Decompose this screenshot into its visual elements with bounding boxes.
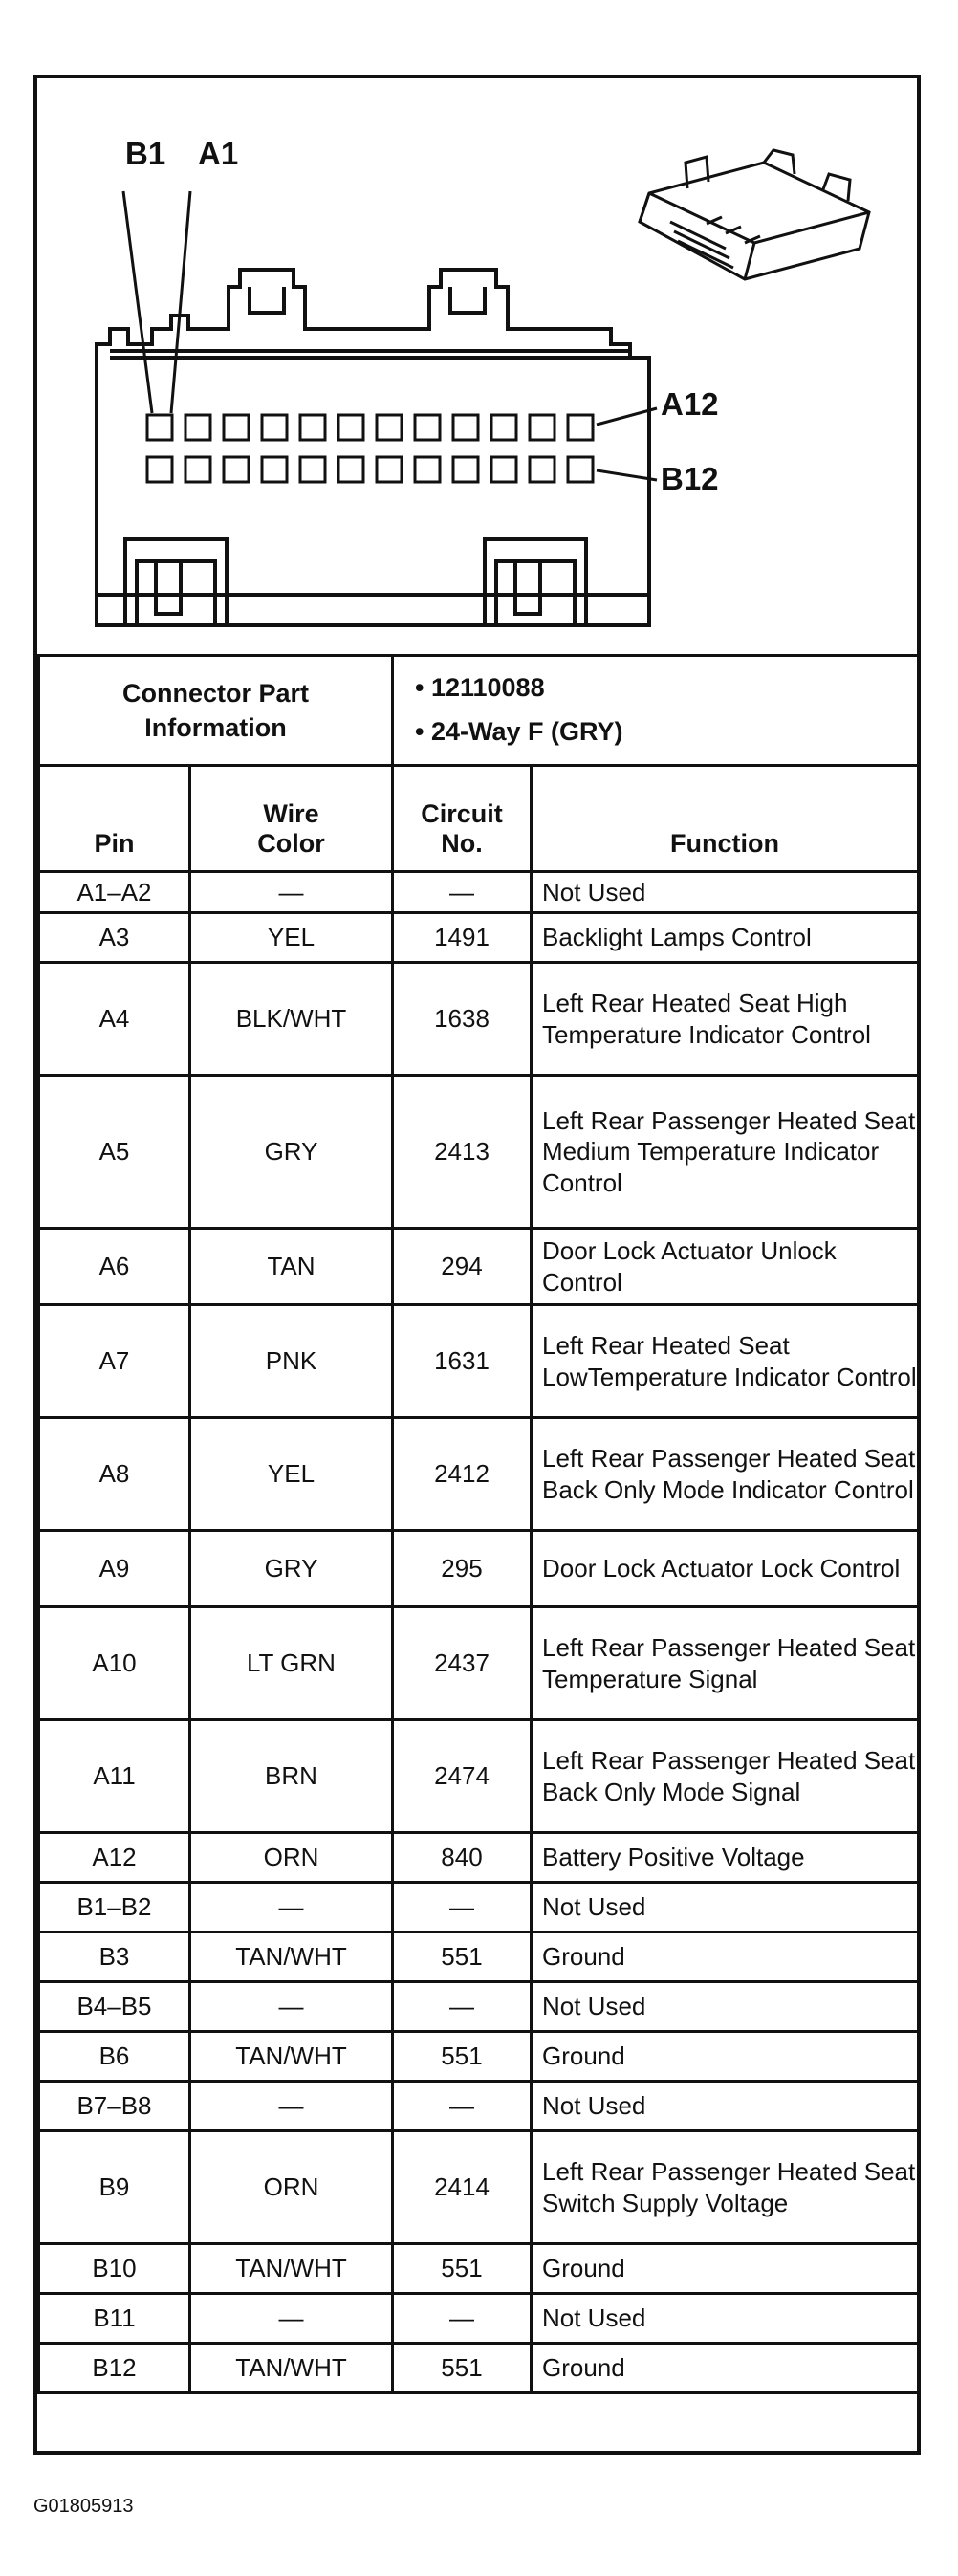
figure-id: G01805913 (33, 2496, 134, 2517)
cell-wire-color: TAN/WHT (190, 2244, 393, 2294)
cell-function: Ground (532, 1932, 919, 1982)
cell-pin: B7–B8 (39, 2082, 190, 2131)
cell-circuit: 551 (393, 1932, 532, 1982)
connector-info-title (39, 656, 393, 766)
cell-wire-color: TAN/WHT (190, 2032, 393, 2082)
connector-part-desc: • 24-Way F (GRY) (415, 717, 623, 746)
table-row (39, 872, 919, 913)
cell-function: Battery Positive Voltage (532, 1833, 919, 1883)
connector-info-title-line1: Connector Part (121, 678, 310, 708)
cell-pin: B12 (39, 2344, 190, 2393)
table-row (39, 2244, 919, 2294)
table-row (39, 1833, 919, 1883)
cell-function: Not Used (532, 1982, 919, 2032)
connector-info-values (393, 656, 919, 766)
cell-pin: A9 (39, 1531, 190, 1607)
cell-pin: A12 (39, 1833, 190, 1883)
header-circuit (393, 766, 532, 872)
table-row (39, 1982, 919, 2032)
table-row (39, 1076, 919, 1229)
table-row (39, 1932, 919, 1982)
header-wire-color-line2: Color (257, 828, 325, 858)
table-row (39, 1305, 919, 1418)
cell-function: Left Rear Passenger Heated Seat Temperature Signal (532, 1607, 919, 1720)
header-function: Function (532, 766, 919, 872)
cell-circuit: 1631 (393, 1305, 532, 1418)
cell-function: Door Lock Actuator Lock Control (532, 1531, 919, 1607)
cell-circuit: 551 (393, 2032, 532, 2082)
cell-wire-color: LT GRN (190, 1607, 393, 1720)
cell-function: Left Rear Passenger Heated Seat Back Only Mode Indicator Control (532, 1418, 919, 1531)
cell-pin: A5 (39, 1076, 190, 1229)
table-row (39, 1883, 919, 1932)
cell-circuit: — (393, 1883, 532, 1932)
cell-circuit: 551 (393, 2344, 532, 2393)
cell-circuit: 295 (393, 1531, 532, 1607)
table-row (39, 2344, 919, 2393)
cell-pin: B6 (39, 2032, 190, 2082)
cell-circuit: 1638 (393, 963, 532, 1076)
table-row (39, 1229, 919, 1305)
cell-circuit: 2474 (393, 1720, 532, 1833)
table-row (39, 1531, 919, 1607)
cell-function: Left Rear Heated Seat LowTemperature Indicator Control (532, 1305, 919, 1418)
cell-pin: B11 (39, 2294, 190, 2344)
cell-wire-color: ORN (190, 1833, 393, 1883)
table-row (39, 1720, 919, 1833)
cell-function: Backlight Lamps Control (532, 913, 919, 963)
table-row (39, 913, 919, 963)
connector-part-number: • 12110088 (415, 673, 545, 703)
cell-pin: B4–B5 (39, 1982, 190, 2032)
cell-circuit: 2413 (393, 1076, 532, 1229)
cell-function: Left Rear Heated Seat High Temperature Indicator Control (532, 963, 919, 1076)
cell-circuit: 2414 (393, 2131, 532, 2244)
label-a12: A12 (661, 386, 719, 422)
cell-wire-color: — (190, 1883, 393, 1932)
label-b12: B12 (661, 461, 719, 496)
cell-circuit: 840 (393, 1833, 532, 1883)
cell-circuit: 1491 (393, 913, 532, 963)
header-wire-color-line1: Wire (263, 798, 319, 828)
table-row (39, 1607, 919, 1720)
cell-function: Left Rear Passenger Heated Seat Medium Temperature Indicator Control (532, 1076, 919, 1229)
connector-info-row (39, 656, 919, 766)
cell-wire-color: YEL (190, 1418, 393, 1531)
cell-wire-color: — (190, 2082, 393, 2131)
cell-function: Left Rear Passenger Heated Seat Switch Supply Voltage (532, 2131, 919, 2244)
cell-pin: A11 (39, 1720, 190, 1833)
cell-wire-color: GRY (190, 1531, 393, 1607)
header-circuit-line2: No. (441, 828, 483, 858)
cell-pin: A1–A2 (39, 872, 190, 913)
cell-function: Ground (532, 2244, 919, 2294)
cell-function: Door Lock Actuator Unlock Control (532, 1229, 919, 1305)
cell-function: Not Used (532, 872, 919, 913)
cell-circuit: — (393, 2294, 532, 2344)
cell-wire-color: ORN (190, 2131, 393, 2244)
header-wire-color (190, 766, 393, 872)
cell-wire-color: GRY (190, 1076, 393, 1229)
cell-wire-color: PNK (190, 1305, 393, 1418)
cell-pin: A3 (39, 913, 190, 963)
cell-wire-color: TAN/WHT (190, 1932, 393, 1982)
cell-pin: A7 (39, 1305, 190, 1418)
cell-wire-color: TAN/WHT (190, 2344, 393, 2393)
cell-circuit: 2437 (393, 1607, 532, 1720)
cell-pin: B9 (39, 2131, 190, 2244)
cell-circuit: 2412 (393, 1418, 532, 1531)
cell-function: Not Used (532, 2294, 919, 2344)
cell-wire-color: YEL (190, 913, 393, 963)
cell-function: Not Used (532, 2082, 919, 2131)
cell-circuit: — (393, 2082, 532, 2131)
cell-pin: B10 (39, 2244, 190, 2294)
cell-wire-color: — (190, 1982, 393, 2032)
label-a1: A1 (198, 136, 239, 171)
pinout-table (37, 654, 920, 2394)
cell-wire-color: — (190, 872, 393, 913)
connector-face-drawing (37, 78, 917, 654)
cell-function: Ground (532, 2032, 919, 2082)
cell-circuit: 551 (393, 2244, 532, 2294)
connector-diagram (37, 78, 917, 657)
table-header-row (39, 766, 919, 872)
cell-circuit: — (393, 872, 532, 913)
table-row (39, 2131, 919, 2244)
cell-circuit: 294 (393, 1229, 532, 1305)
header-circuit-line1: Circuit (421, 798, 503, 828)
cell-pin: A10 (39, 1607, 190, 1720)
label-b1: B1 (125, 136, 166, 171)
cell-wire-color: — (190, 2294, 393, 2344)
header-pin: Pin (39, 766, 190, 872)
cell-wire-color: TAN (190, 1229, 393, 1305)
cell-wire-color: BRN (190, 1720, 393, 1833)
cell-function: Not Used (532, 1883, 919, 1932)
table-row (39, 963, 919, 1076)
connector-info-title-line2: Information (144, 713, 287, 742)
cell-pin: B1–B2 (39, 1883, 190, 1932)
table-row (39, 2032, 919, 2082)
table-row (39, 1418, 919, 1531)
cell-pin: B3 (39, 1932, 190, 1982)
cell-wire-color: BLK/WHT (190, 963, 393, 1076)
cell-pin: A4 (39, 963, 190, 1076)
cell-function: Left Rear Passenger Heated Seat Back Only Mode Signal (532, 1720, 919, 1833)
cell-pin: A6 (39, 1229, 190, 1305)
connector-sheet (33, 75, 921, 2455)
table-row (39, 2294, 919, 2344)
cell-pin: A8 (39, 1418, 190, 1531)
cell-function: Ground (532, 2344, 919, 2393)
table-row (39, 2082, 919, 2131)
cell-circuit: — (393, 1982, 532, 2032)
